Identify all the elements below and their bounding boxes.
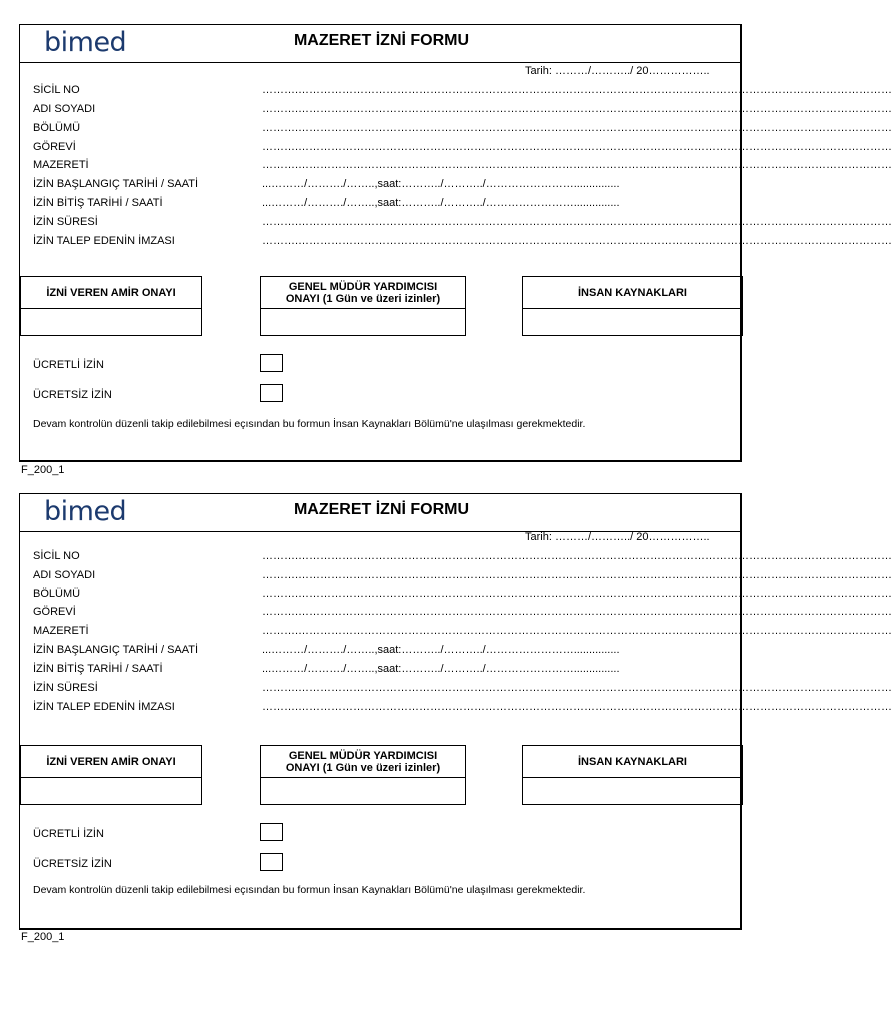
field-input-bolumu[interactable]: ……….……………………………………………………………………………………………………………………………………………… <box>262 122 892 134</box>
field-label-bitis: İZİN BİTİŞ TARİHİ / SAATİ <box>33 197 163 209</box>
field-input-adi-soyadi[interactable]: ……….……………………………………………………………………………………………………………………………………………… <box>262 569 892 581</box>
date-field[interactable]: Tarih: ………/………../ 20…………….. <box>525 65 710 77</box>
field-input-izin-suresi[interactable]: ……….……………………………………………………………………………………………………………………………………………… <box>262 682 892 694</box>
paid-leave-label: ÜCRETLİ İZİN <box>33 828 104 840</box>
field-input-bitis[interactable]: ...………/………./……..,saat:………../………../……………………............... <box>262 663 620 675</box>
field-label-adi-soyadi: ADI SOYADI <box>33 569 96 581</box>
amir-approval-signature[interactable] <box>20 777 202 805</box>
form-header <box>20 25 740 63</box>
gmy-approval-line2: ONAYI (1 Gün ve üzeri izinler) <box>285 292 441 305</box>
gmy-approval-signature[interactable] <box>260 308 466 336</box>
bimed-logo: bimed <box>44 496 127 527</box>
field-input-gorevi[interactable]: ……….……………………………………………………………………………………………………………………………………………… <box>262 141 892 153</box>
unpaid-leave-checkbox[interactable] <box>260 853 283 871</box>
form-title: MAZERET İZNİ FORMU <box>293 32 470 49</box>
field-input-bolumu[interactable]: ……….……………………………………………………………………………………………………………………………………………… <box>262 588 892 600</box>
unpaid-leave-checkbox[interactable] <box>260 384 283 402</box>
field-input-bitis[interactable]: ...………/………./……..,saat:………../………../……………………............... <box>262 197 620 209</box>
field-label-bolumu: BÖLÜMÜ <box>33 588 81 600</box>
paid-leave-checkbox[interactable] <box>260 354 283 372</box>
gmy-approval-line1: GENEL MÜDÜR YARDIMCISI <box>288 749 438 762</box>
field-label-gorevi: GÖREVİ <box>33 141 76 153</box>
field-input-imza[interactable]: ……….……………………………………………………………………………………………………………………………………………… <box>262 701 892 713</box>
field-input-gorevi[interactable]: ……….……………………………………………………………………………………………………………………………………………… <box>262 606 892 618</box>
field-label-gorevi: GÖREVİ <box>33 606 76 618</box>
amir-approval-header: İZNİ VEREN AMİR ONAYI <box>20 276 202 309</box>
field-label-imza: İZİN TALEP EDENİN İMZASI <box>33 235 175 247</box>
form-header <box>20 494 740 532</box>
field-input-izin-suresi[interactable]: ……….……………………………………………………………………………………………………………………………………………… <box>262 216 892 228</box>
field-input-sicil-no[interactable]: ……….……………………………………………………………………………………………………………………………………………… <box>262 550 892 562</box>
form-note: Devam kontrolün düzenli takip edilebilmesi eçısından bu formun İnsan Kaynakları Bölümü'ne ulaşılması gerekmektedir. <box>33 418 586 430</box>
gmy-approval-line1: GENEL MÜDÜR YARDIMCISI <box>288 280 438 293</box>
form-code-2: F_200_1 <box>21 931 65 943</box>
field-label-izin-suresi: İZİN SÜRESİ <box>33 682 98 694</box>
paid-leave-label: ÜCRETLİ İZİN <box>33 359 104 371</box>
ik-approval-header: İNSAN KAYNAKLARI <box>522 745 743 778</box>
gmy-approval-header <box>260 276 466 309</box>
field-input-adi-soyadi[interactable]: ……….……………………………………………………………………………………………………………………………………………… <box>262 103 892 115</box>
unpaid-leave-label: ÜCRETSİZ İZİN <box>33 858 112 870</box>
amir-approval-header: İZNİ VEREN AMİR ONAYI <box>20 745 202 778</box>
field-label-sicil-no: SİCİL NO <box>33 84 80 96</box>
field-label-baslangic: İZİN BAŞLANGIÇ TARİHİ / SAATİ <box>33 178 199 190</box>
gmy-approval-header <box>260 745 466 778</box>
field-label-bolumu: BÖLÜMÜ <box>33 122 81 134</box>
ik-approval-signature[interactable] <box>522 777 743 805</box>
amir-approval-signature[interactable] <box>20 308 202 336</box>
field-label-bitis: İZİN BİTİŞ TARİHİ / SAATİ <box>33 663 163 675</box>
form-title: MAZERET İZNİ FORMU <box>293 501 470 518</box>
field-label-mazereti: MAZERETİ <box>33 159 89 171</box>
bimed-logo: bimed <box>44 27 127 58</box>
gmy-approval-signature[interactable] <box>260 777 466 805</box>
field-label-adi-soyadi: ADI SOYADI <box>33 103 96 115</box>
date-field[interactable]: Tarih: ………/………../ 20…………….. <box>525 531 710 543</box>
leave-form-1 <box>19 24 892 462</box>
ik-approval-signature[interactable] <box>522 308 743 336</box>
field-input-baslangic[interactable]: ...………/………./……..,saat:………../………../……………………............... <box>262 644 620 656</box>
field-input-mazereti[interactable]: ……….……………………………………………………………………………………………………………………………………………… <box>262 159 892 171</box>
field-input-mazereti[interactable]: ……….……………………………………………………………………………………………………………………………………………… <box>262 625 892 637</box>
field-label-sicil-no: SİCİL NO <box>33 550 80 562</box>
field-label-baslangic: İZİN BAŞLANGIÇ TARİHİ / SAATİ <box>33 644 199 656</box>
field-label-imza: İZİN TALEP EDENİN İMZASI <box>33 701 175 713</box>
paid-leave-checkbox[interactable] <box>260 823 283 841</box>
field-input-baslangic[interactable]: ...………/………./……..,saat:………../………../……………………............... <box>262 178 620 190</box>
field-input-sicil-no[interactable]: ……….……………………………………………………………………………………………………………………………………………… <box>262 84 892 96</box>
form-note: Devam kontrolün düzenli takip edilebilmesi eçısından bu formun İnsan Kaynakları Bölümü'ne ulaşılması gerekmektedir. <box>33 884 586 896</box>
field-label-mazereti: MAZERETİ <box>33 625 89 637</box>
ik-approval-header: İNSAN KAYNAKLARI <box>522 276 743 309</box>
field-label-izin-suresi: İZİN SÜRESİ <box>33 216 98 228</box>
unpaid-leave-label: ÜCRETSİZ İZİN <box>33 389 112 401</box>
gmy-approval-line2: ONAYI (1 Gün ve üzeri izinler) <box>285 761 441 774</box>
leave-form-2 <box>19 493 892 930</box>
form-code-1: F_200_1 <box>21 464 65 476</box>
field-input-imza[interactable]: ……….……………………………………………………………………………………………………………………………………………… <box>262 235 892 247</box>
